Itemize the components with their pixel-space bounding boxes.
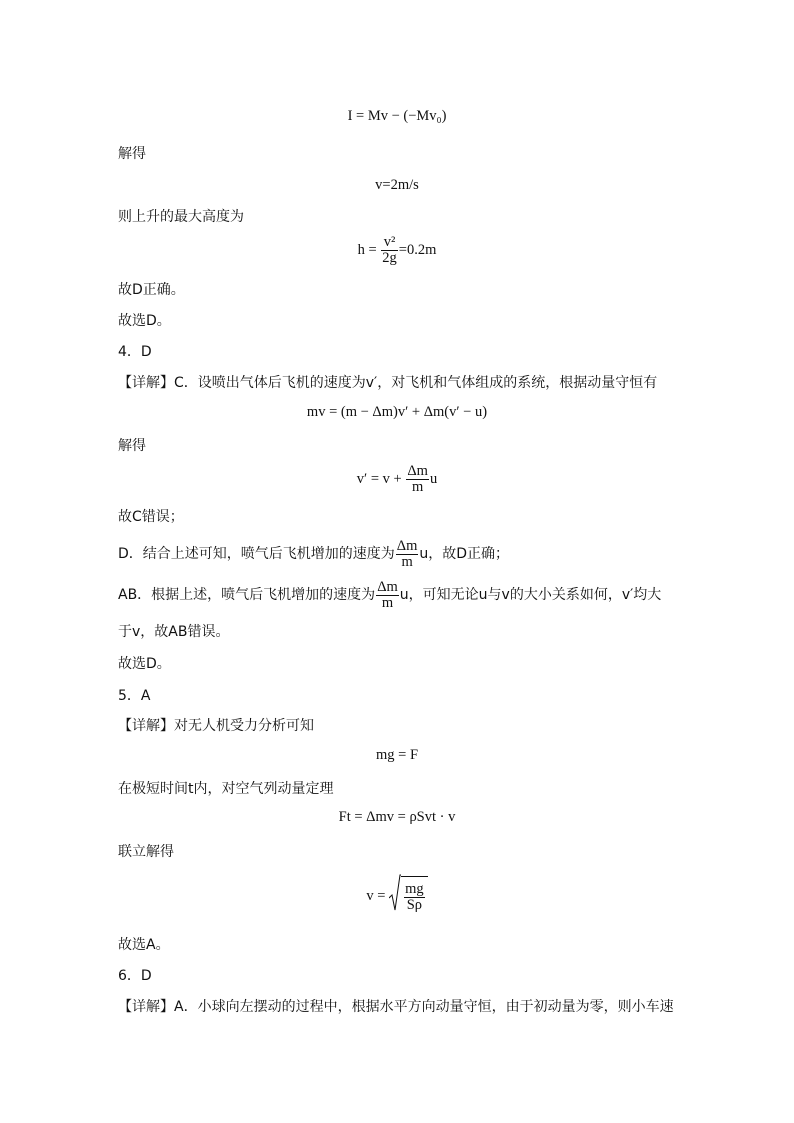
h-numerator: v² bbox=[381, 235, 398, 251]
vprime-lhs: v′ = v + bbox=[356, 471, 406, 487]
text-choose-d-2: 故选D。 bbox=[118, 656, 171, 672]
equation-force-balance: mg = F bbox=[375, 747, 419, 763]
option-ab-numerator: Δm bbox=[377, 578, 398, 595]
option-d-numerator: Δm bbox=[396, 537, 418, 554]
v-sqrt-denominator: Sρ bbox=[406, 897, 422, 914]
text-d-correct: 故D正确。 bbox=[118, 282, 185, 298]
radical-sign-icon bbox=[389, 874, 401, 912]
question-4-detail: 【详解】C．设喷出气体后飞机的速度为v′，对飞机和气体组成的系统，根据动量守恒有 bbox=[118, 375, 658, 391]
h-lhs: h = bbox=[357, 242, 381, 258]
text-solve-2: 解得 bbox=[118, 438, 146, 454]
vprime-numerator: Δm bbox=[407, 463, 428, 480]
text-option-d bbox=[118, 536, 509, 572]
option-ab-suffix: u，可知无论u与v的大小关系如何，v′均大 bbox=[399, 587, 662, 603]
text-option-ab bbox=[118, 577, 661, 613]
h-denominator: 2g bbox=[382, 250, 397, 267]
text-choose-a: 故选A。 bbox=[118, 937, 170, 953]
vprime-denominator: m bbox=[411, 479, 424, 496]
v-sqrt-lhs: v = bbox=[366, 888, 390, 904]
question-5-detail: 【详解】对无人机受力分析可知 bbox=[118, 718, 314, 734]
h-fraction bbox=[381, 235, 398, 266]
question-6-number: 6．D bbox=[118, 968, 152, 984]
question-4-number: 4．D bbox=[118, 344, 152, 360]
text-option-ab-continued: 于v，故AB错误。 bbox=[118, 624, 230, 640]
text-choose-d-1: 故选D。 bbox=[118, 313, 171, 329]
vprime-fraction bbox=[406, 464, 429, 495]
equation-v-prime bbox=[0, 461, 794, 497]
text-combine: 联立解得 bbox=[118, 844, 174, 860]
option-ab-prefix: AB．根据上述，喷气后飞机增加的速度为 bbox=[118, 587, 376, 603]
question-6-detail: 【详解】A．小球向左摆动的过程中，根据水平方向动量守恒，由于初动量为零，则小车速 bbox=[118, 999, 674, 1015]
v-sqrt-fraction bbox=[404, 882, 425, 913]
option-d-denominator: m bbox=[401, 553, 413, 570]
option-ab-fraction bbox=[376, 580, 399, 611]
option-d-fraction bbox=[396, 539, 419, 570]
equation-v-value: v=2m/s bbox=[375, 177, 419, 193]
equation-momentum-conservation: mv = (m − Δm)v′ + Δm(v′ − u) bbox=[306, 404, 488, 420]
equation-height bbox=[0, 232, 794, 268]
text-solve: 解得 bbox=[118, 146, 146, 162]
option-d-suffix: u，故D正确； bbox=[419, 546, 510, 562]
question-5-number: 5．A bbox=[118, 688, 151, 704]
h-rhs: =0.2m bbox=[398, 242, 437, 258]
option-d-prefix: D．结合上述可知，喷气后飞机增加的速度为 bbox=[118, 546, 395, 562]
text-max-height-intro: 则上升的最大高度为 bbox=[118, 209, 244, 225]
equation-impulse: I = Mv − (−Mv₀) bbox=[347, 108, 447, 124]
sqrt-symbol bbox=[389, 876, 428, 917]
vprime-tail: u bbox=[429, 471, 438, 487]
text-short-time: 在极短时间t内，对空气列动量定理 bbox=[118, 781, 334, 797]
v-sqrt-numerator: mg bbox=[405, 881, 424, 898]
text-c-wrong: 故C错误； bbox=[118, 509, 184, 525]
option-ab-denominator: m bbox=[381, 594, 394, 611]
equation-impulse-air: Ft = Δmv = ρSvt · v bbox=[338, 809, 456, 825]
equation-v-sqrt bbox=[0, 876, 794, 917]
